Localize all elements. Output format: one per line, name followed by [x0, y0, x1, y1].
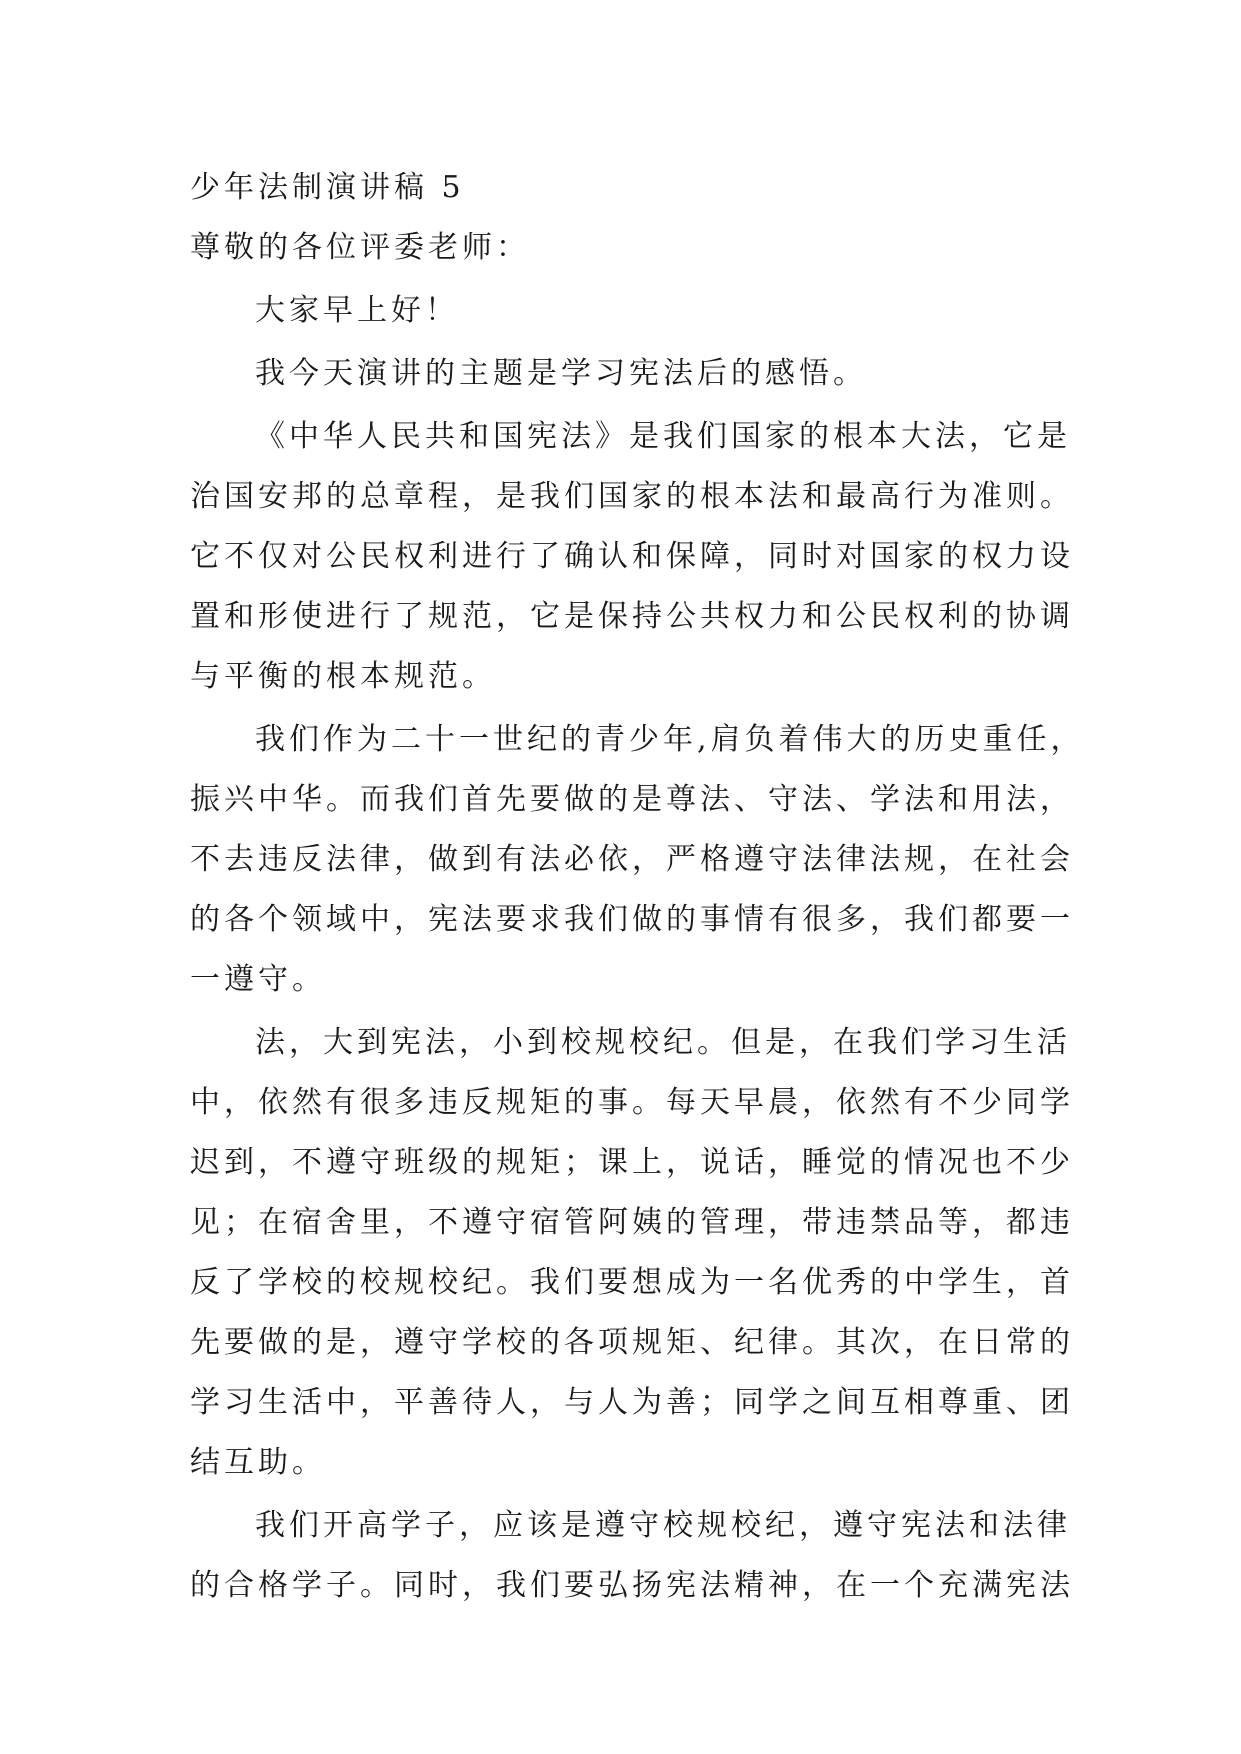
- paragraph-line: 与平衡的根本规范。: [190, 659, 496, 694]
- paragraph-line: 置和形使进行了规范，它是保持公共权力和公民权利的协调: [190, 599, 1074, 634]
- paragraph-line: 我们开高学子，应该是遵守校规校纪，遵守宪法和法律: [255, 1508, 1071, 1543]
- salutation: 尊敬的各位评委老师：: [190, 230, 530, 265]
- paragraph-line: 学习生活中，平善待人，与人为善；同学之间互相尊重、团: [190, 1385, 1074, 1420]
- paragraph-line: 《中华人民共和国宪法》是我们国家的根本大法，它是: [255, 419, 1071, 454]
- paragraph-line: 中，依然有很多违反规矩的事。每天早晨，依然有不少同学: [190, 1085, 1074, 1120]
- paragraph-line: 的各个领域中，宪法要求我们做的事情有很多，我们都要一: [190, 902, 1074, 937]
- paragraph-line: 先要做的是，遵守学校的各项规矩、纪律。其次，在日常的: [190, 1325, 1074, 1360]
- paragraph-line: 一遵守。: [190, 962, 326, 997]
- paragraph-line: 大家早上好！: [255, 293, 459, 328]
- paragraph-line: 法，大到宪法，小到校规校纪。但是，在我们学习生活: [255, 1025, 1071, 1060]
- paragraph-line: 不去违反法律，做到有法必依，严格遵守法律法规，在社会: [190, 842, 1074, 877]
- paragraph-line: 结互助。: [190, 1445, 326, 1480]
- paragraph-line: 它不仅对公民权利进行了确认和保障，同时对国家的权力设: [190, 539, 1074, 574]
- paragraph-line: 的合格学子。同时，我们要弘扬宪法精神，在一个充满宪法: [190, 1568, 1074, 1603]
- paragraph-line: 我今天演讲的主题是学习宪法后的感悟。: [255, 356, 867, 391]
- document-title: 少年法制演讲稿 5: [190, 170, 465, 205]
- paragraph-line: 治国安邦的总章程，是我们国家的根本法和最高行为准则。: [190, 479, 1074, 514]
- paragraph-line: 反了学校的校规校纪。我们要想成为一名优秀的中学生，首: [190, 1265, 1074, 1300]
- document-body: [190, 158, 1085, 1616]
- paragraph-line: 见；在宿舍里，不遵守宿管阿姨的管理，带违禁品等，都违: [190, 1205, 1074, 1240]
- paragraph-line: 我们作为二十一世纪的青少年,肩负着伟大的历史重任，: [255, 722, 1085, 757]
- paragraph-line: 振兴中华。而我们首先要做的是尊法、守法、学法和用法，: [190, 782, 1074, 817]
- paragraph-line: 迟到，不遵守班级的规矩；课上，说话，睡觉的情况也不少: [190, 1145, 1074, 1180]
